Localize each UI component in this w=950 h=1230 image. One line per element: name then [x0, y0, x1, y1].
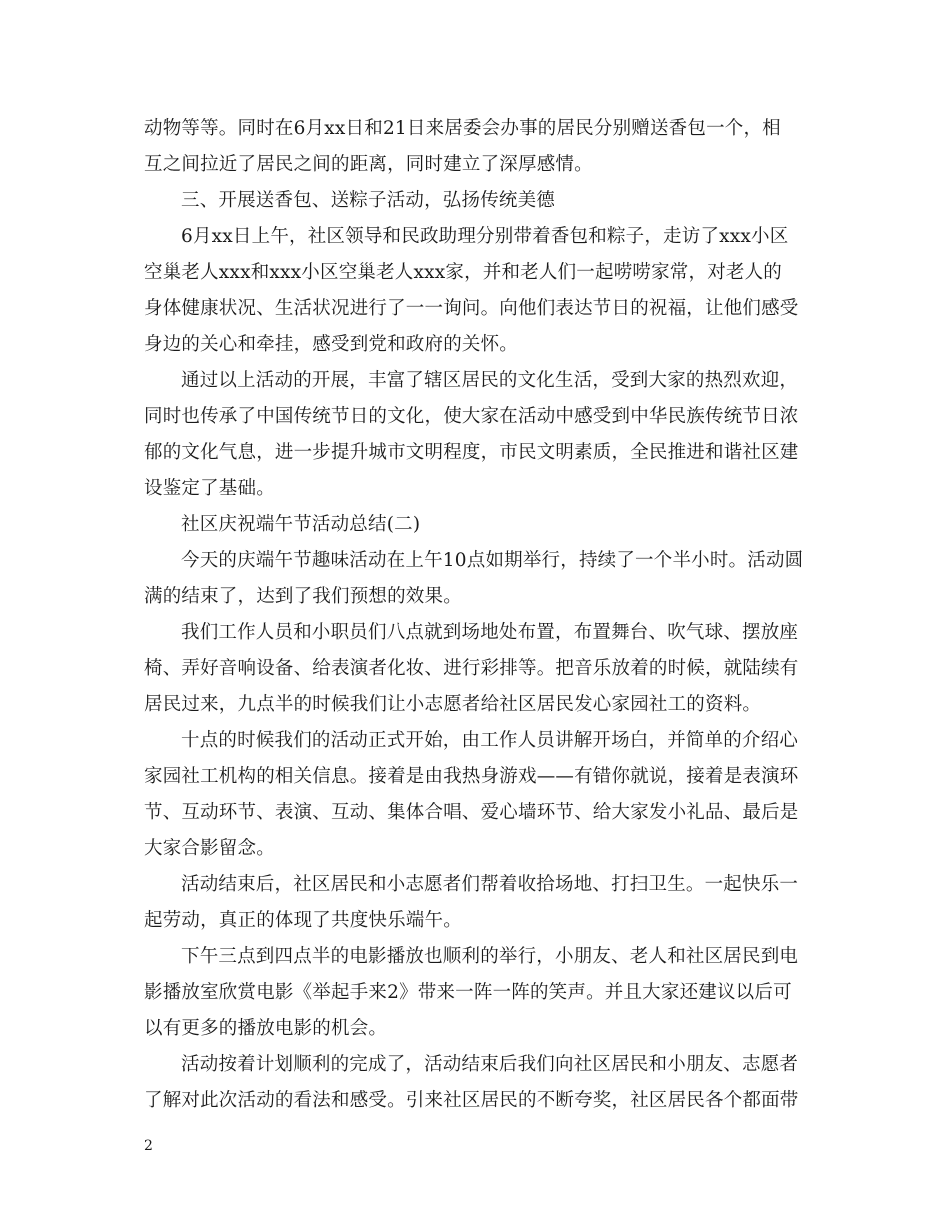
paragraph-line: 以有更多的播放电影的机会。 — [144, 1018, 388, 1039]
paragraph-line: 影播放室欣赏电影《举起手来2》带来一阵一阵的笑声。并且大家还建议以后可 — [144, 982, 792, 1003]
paragraph-first-line: 十点的时候我们的活动正式开始，由工作人员讲解开场白，并简单的介绍心 — [181, 730, 799, 751]
paragraph-line: 郁的文化气息，进一步提升城市文明程度，市民文明素质，全民推进和谐社区建 — [144, 442, 799, 463]
paragraph-first-line: 6月xx日上午，社区领导和民政助理分别带着香包和粽子，走访了xxx小区 — [181, 226, 789, 247]
paragraph-first-line: 通过以上活动的开展，丰富了辖区居民的文化生活，受到大家的热烈欢迎， — [181, 370, 799, 391]
paragraph-line: 大家合影留念。 — [144, 838, 275, 859]
paragraph-line: 互之间拉近了居民之间的距离，同时建立了深厚感情。 — [144, 154, 593, 175]
paragraph-line: 设鉴定了基础。 — [144, 478, 275, 499]
paragraph-first-line: 三、开展送香包、送粽子活动，弘扬传统美德 — [181, 190, 556, 211]
paragraph-first-line: 社区庆祝端午节活动总结(二) — [181, 514, 421, 535]
paragraph-line: 身体健康状况、生活状况进行了一一询问。向他们表达节日的祝福，让他们感受 — [144, 298, 799, 319]
paragraph-line: 动物等等。同时在6月xx日和21日来居委会办事的居民分别赠送香包一个，相 — [144, 118, 781, 139]
page-number: 2 — [144, 1138, 153, 1154]
paragraph-line: 节、互动环节、表演、互动、集体合唱、爱心墙环节、给大家发小礼品、最后是 — [144, 802, 799, 823]
paragraph-line: 家园社工机构的相关信息。接着是由我热身游戏——有错你就说，接着是表演环 — [144, 766, 799, 787]
paragraph-line: 同时也传承了中国传统节日的文化，使大家在活动中感受到中华民族传统节日浓 — [144, 406, 799, 427]
paragraph-first-line: 活动结束后，社区居民和小志愿者们帮着收拾场地、打扫卫生。一起快乐一 — [181, 874, 799, 895]
paragraph-line: 起劳动，真正的体现了共度快乐端午。 — [144, 910, 462, 931]
paragraph-line: 空巢老人xxx和xxx小区空巢老人xxx家，并和老人们一起唠唠家常，对老人的 — [144, 262, 783, 283]
paragraph-line: 居民过来，九点半的时候我们让小志愿者给社区居民发心家园社工的资料。 — [144, 694, 762, 715]
paragraph-line: 了解对此次活动的看法和感受。引来社区居民的不断夸奖，社区居民各个都面带 — [144, 1090, 799, 1111]
paragraph-line: 椅、弄好音响设备、给表演者化妆、进行彩排等。把音乐放着的时候，就陆续有 — [144, 658, 799, 679]
paragraph-line: 满的结束了，达到了我们预想的效果。 — [144, 586, 462, 607]
document-body — [144, 111, 816, 1119]
paragraph-first-line: 活动按着计划顺利的完成了，活动结束后我们向社区居民和小朋友、志愿者 — [181, 1054, 799, 1075]
paragraph-first-line: 下午三点到四点半的电影播放也顺利的举行，小朋友、老人和社区居民到电 — [181, 946, 799, 967]
paragraph-line: 身边的关心和牵挂，感受到党和政府的关怀。 — [144, 334, 519, 355]
paragraph-first-line: 今天的庆端午节趣味活动在上午10点如期举行，持续了一个半小时。活动圆 — [181, 550, 804, 571]
paragraph-first-line: 我们工作人员和小职员们八点就到场地处布置，布置舞台、吹气球、摆放座 — [181, 622, 799, 643]
